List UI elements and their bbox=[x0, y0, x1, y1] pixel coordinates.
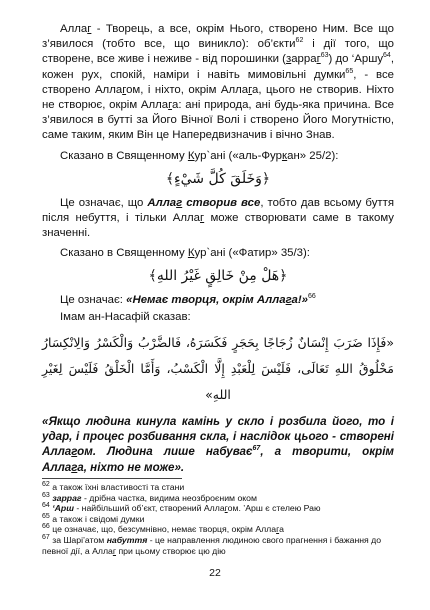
footnote-63: $^{63}$ зарраг - дрібна частка, видима неозброєним оком bbox=[42, 491, 257, 503]
translated-quote: «Якщо людина кинула камінь у скло і розбила його, то і удар, і процес розбивання скла, і наслідок цього - створені Аллагом. Людина лише набуває$^{67}$, а творити, окрім Аллага, ніхто не може». bbox=[42, 414, 394, 474]
footnote-ref-62[interactable]: 62 bbox=[295, 37, 304, 45]
paragraph-meaning-2: Це означає: «Немає творця, окрім Аллага!»$^{66}$ bbox=[60, 293, 316, 307]
footnote-divider bbox=[42, 478, 182, 479]
footnotes bbox=[42, 482, 394, 556]
footnote-ref-67[interactable]: 67 bbox=[252, 445, 261, 453]
footnote-66: $^{66}$ це означає, що, безсумнівно, немає творця, окрім Аллага bbox=[42, 523, 284, 535]
paragraph-imam-nasafi: Імам ан-Насафій сказав: bbox=[60, 311, 191, 324]
paragraph-creator: Аллаг - Творець, а все, окрім Нього, створено Ним. Все що з’явилося (тобто все, що виникло): об’єкти$^{62}$ і дії того, що створене, все живе і неживе - від порошинки (зарраг$^{63}$) до ‘Аршу$^{64}$, кожен рух, спокій, наміри і навіть мимовільні думки$^{65}$, - все створено Аллагом, і ніхто, окрім Аллага, цього не створив. Ніхто не створює, окрім Аллага: ані природа, ані будь-яка причина. Все з’явилося в бутті за Його Вічної Волі і створено Його Могутністю, саме таким, яким Він це Напередвизначив і вічно Знав. bbox=[42, 23, 395, 142]
footnote-64: $^{64}$ ‘Арш - найбільший об’єкт, створений Аллагом. ’Арш є стелею Раю bbox=[42, 502, 321, 514]
footnote-ref-63[interactable]: 63 bbox=[320, 52, 329, 60]
footnote-65: $^{65}$ а також і свідомі думки bbox=[42, 512, 145, 524]
paragraph-meaning-1: Це означає, що Аллаг створив все, тобто дав всьому буття після небуття, і тільки Аллаг може створювати саме в такому значенні. bbox=[42, 196, 394, 240]
page-number: 22 bbox=[209, 567, 221, 579]
arabic-verse-furqan: ﴿وَخَلَقَ كُلَّ شَيْءٍ﴾ bbox=[165, 170, 271, 187]
arabic-quote-nasafi: «فَإِذَا ضَرَبَ إِنْسَانٌ زُجَاجًا بِحَجَرٍ فَكَسَرَهُ، فَالضَّرْبُ وَالْكَسْرُ وَالِانْكِسَارُ مَخْلُوقُ اللهِ تَعَالَى، فَلَيْسَ لِلْعَبْدِ إِلَّا الْكَسْبُ، وَأَمَّا الْخَلْقُ فَلَيْسَ لِغَيْرِ اللهِ» bbox=[42, 334, 394, 402]
footnote-62: $^{62}$ а також їхні властивості та стани bbox=[42, 481, 185, 492]
footnote-67: $^{67}$ за Шарі’атом набуття - це направлення людиною свого прагнення і бажання до певної дії, а Аллаг при цьому створює цю дію bbox=[42, 534, 382, 556]
quran-reference-furqan: Сказано в Священному Кур`ані («аль-Фуркан» 25/2): bbox=[60, 149, 339, 162]
footnote-ref-64[interactable]: 64 bbox=[383, 52, 391, 60]
quran-reference-fatir: Сказано в Священному Кур`ані («Фатир» 35/3): bbox=[60, 247, 310, 260]
footnote-ref-66[interactable]: 66 bbox=[308, 293, 316, 301]
footnote-ref-65[interactable]: 65 bbox=[345, 67, 354, 75]
page-body bbox=[42, 22, 394, 475]
arabic-verse-fatir: ﴿هَلْ مِنْ خَالِقٍ غَيْرُ اللهِ﴾ bbox=[148, 268, 288, 285]
